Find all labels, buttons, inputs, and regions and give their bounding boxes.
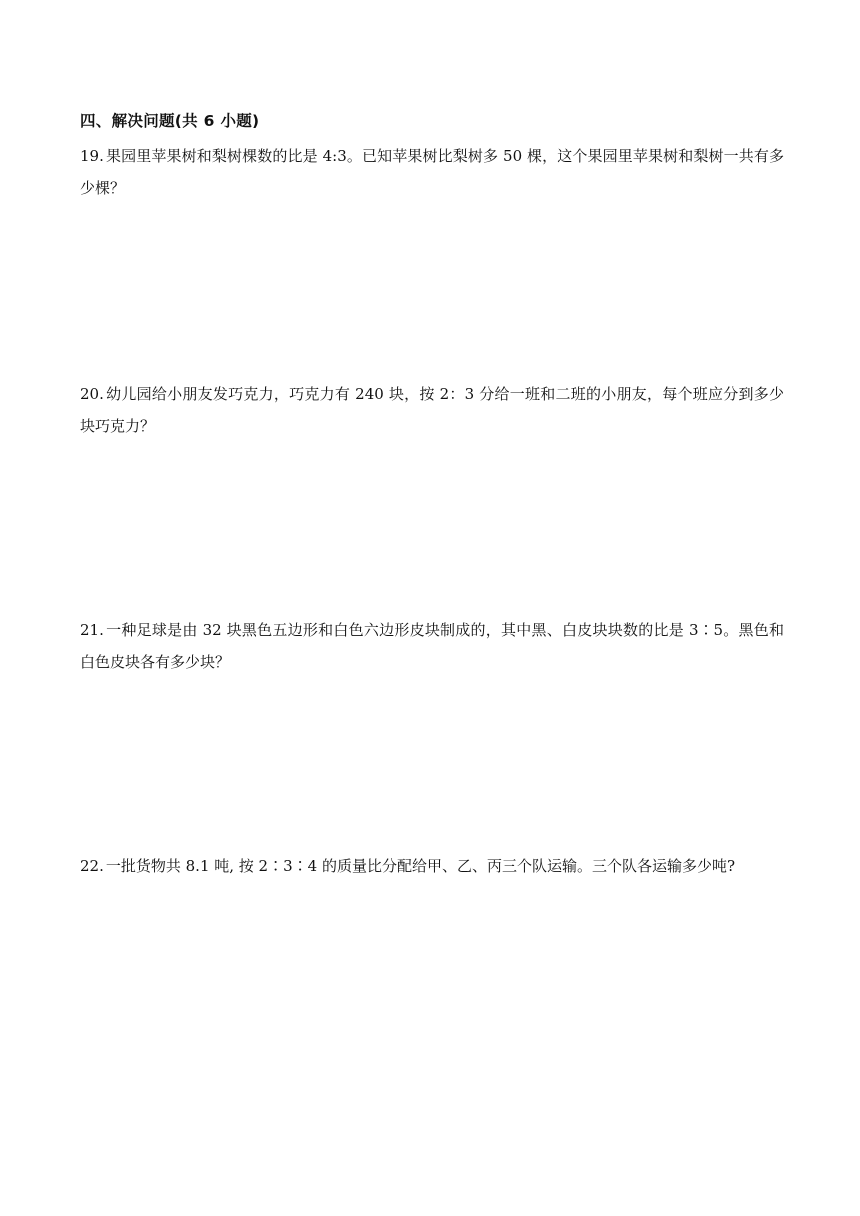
- problem-text: 幼儿园给小朋友发巧克力，巧克力有 240 块，按 2：3 分给一班和二班的小朋友，每个班应分到多少块巧克力？: [80, 385, 784, 435]
- problem-21: [80, 614, 784, 678]
- problem-text: 果园里苹果树和梨树棵数的比是 4:3。已知苹果树比梨树多 50 棵，这个果园里苹果树和梨树一共有多少棵？: [80, 147, 784, 197]
- problem-text: 一种足球是由 32 块黑色五边形和白色六边形皮块制成的，其中黑、白皮块块数的比是 3∶5。黑色和白色皮块各有多少块？: [80, 621, 784, 671]
- problem-20: [80, 378, 784, 442]
- problem-22: [80, 850, 784, 882]
- problem-text: 一批货物共 8.1 吨, 按 2∶3∶4 的质量比分配给甲、乙、丙三个队运输。三个队各运输多少吨?: [105, 857, 735, 875]
- problem-19: [80, 140, 784, 204]
- problem-number: 20.: [80, 385, 104, 403]
- problem-number: 22.: [80, 857, 104, 875]
- problem-number: 19.: [80, 147, 104, 165]
- problem-number: 21.: [80, 621, 104, 639]
- section-title: 四、解决问题(共 6 小题): [80, 112, 260, 130]
